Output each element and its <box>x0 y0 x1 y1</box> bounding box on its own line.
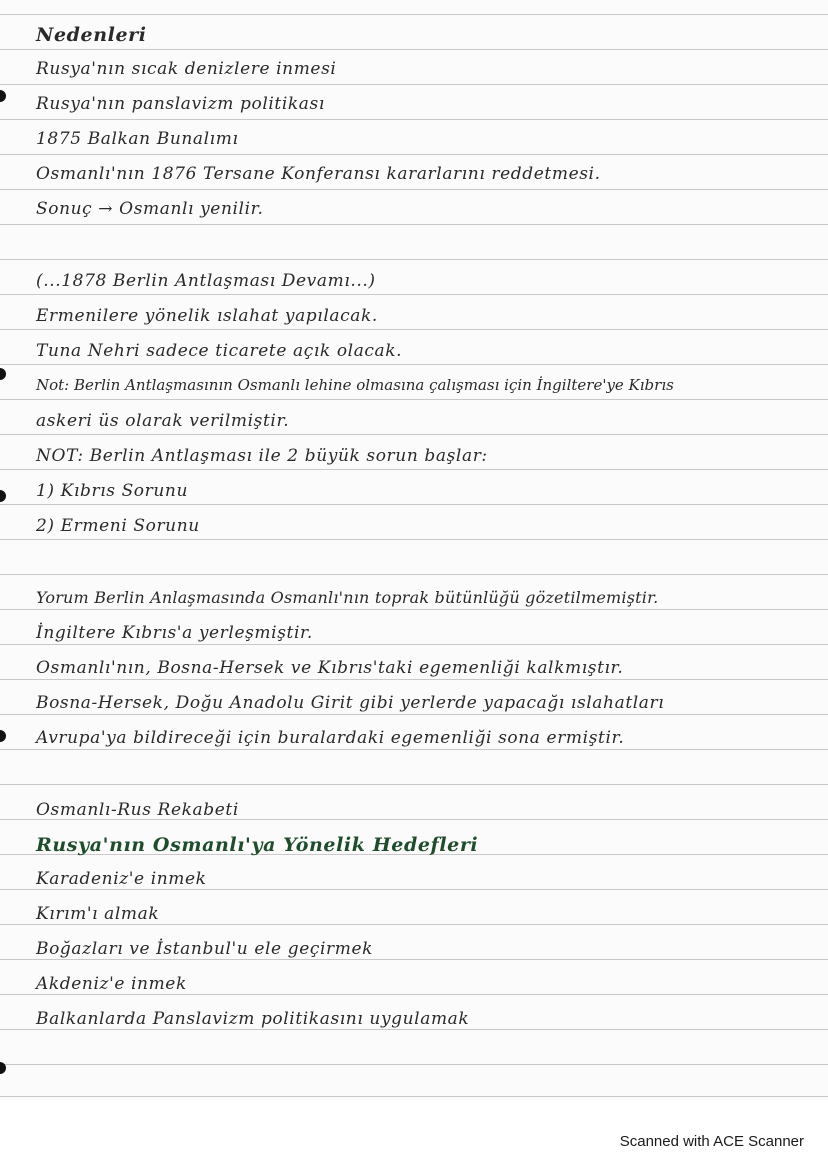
ruled-line <box>0 714 828 715</box>
handwritten-line: NOT: Berlin Antlaşması ile 2 büyük sorun başlar: <box>36 446 488 466</box>
ruled-line <box>0 679 828 680</box>
ruled-line <box>0 959 828 960</box>
ruled-line <box>0 224 828 225</box>
ruled-line <box>0 119 828 120</box>
ruled-line <box>0 364 828 365</box>
ruled-line <box>0 329 828 330</box>
ruled-line <box>0 154 828 155</box>
ruled-line <box>0 1096 828 1097</box>
ruled-line <box>0 49 828 50</box>
handwritten-line: Karadeniz'e inmek <box>36 869 207 889</box>
ruled-line <box>0 84 828 85</box>
handwritten-line: Tuna Nehri sadece ticarete açık olacak. <box>36 341 403 361</box>
handwritten-line: Yorum Berlin Anlaşmasında Osmanlı'nın toprak bütünlüğü gözetilmemiştir. <box>36 588 659 607</box>
handwritten-line: Sonuç → Osmanlı yenilir. <box>36 199 264 219</box>
handwritten-line: Boğazları ve İstanbul'u ele geçirmek <box>36 939 374 959</box>
ruled-line <box>0 539 828 540</box>
binder-hole <box>0 368 6 380</box>
ruled-line <box>0 189 828 190</box>
handwritten-line: Akdeniz'e inmek <box>36 974 187 994</box>
ruled-line <box>0 574 828 575</box>
ruled-line <box>0 294 828 295</box>
handwritten-line: Avrupa'ya bildireceği için buralardaki egemenliği sona ermiştir. <box>36 728 625 748</box>
ruled-line <box>0 434 828 435</box>
binder-hole <box>0 90 6 102</box>
ruled-line <box>0 259 828 260</box>
ruled-line <box>0 14 828 15</box>
handwritten-line: 1) Kıbrıs Sorunu <box>36 481 189 501</box>
handwritten-line: İngiltere Kıbrıs'a yerleşmiştir. <box>36 623 313 643</box>
ruled-line <box>0 784 828 785</box>
handwritten-line: askeri üs olarak verilmiştir. <box>36 411 290 431</box>
handwritten-line: Nedenleri <box>36 24 147 46</box>
ruled-line <box>0 1064 828 1065</box>
ruled-line <box>0 889 828 890</box>
ruled-line <box>0 644 828 645</box>
handwritten-line: Osmanlı'nın 1876 Tersane Konferansı kararlarını reddetmesi. <box>36 164 601 184</box>
handwritten-line: Rusya'nın panslavizm politikası <box>36 94 325 114</box>
ruled-line <box>0 504 828 505</box>
handwritten-line: Balkanlarda Panslavizm politikasını uygulamak <box>36 1009 470 1029</box>
handwritten-line: Bosna-Hersek, Doğu Anadolu Girit gibi yerlerde yapacağı ıslahatları <box>36 693 665 713</box>
handwritten-line: Not: Berlin Antlaşmasının Osmanlı lehine olmasına çalışması için İngiltere'ye Kıbrıs <box>36 376 674 394</box>
handwritten-line: 2) Ermeni Sorunu <box>36 516 200 536</box>
handwritten-line: 1875 Balkan Bunalımı <box>36 129 239 149</box>
handwritten-line: Rusya'nın Osmanlı'ya Yönelik Hedefleri <box>36 834 479 856</box>
ruled-line <box>0 994 828 995</box>
handwritten-line: Rusya'nın sıcak denizlere inmesi <box>36 59 337 79</box>
scanner-watermark: Scanned with ACE Scanner <box>619 1133 804 1150</box>
handwritten-line: Ermenilere yönelik ıslahat yapılacak. <box>36 306 378 326</box>
binder-hole <box>0 490 6 502</box>
ruled-line <box>0 1029 828 1030</box>
binder-hole <box>0 730 6 742</box>
ruled-line <box>0 749 828 750</box>
handwritten-line: Osmanlı'nın, Bosna-Hersek ve Kıbrıs'taki egemenliği kalkmıştır. <box>36 658 624 678</box>
handwritten-line: (...1878 Berlin Antlaşması Devamı...) <box>36 271 376 291</box>
handwritten-line: Osmanlı-Rus Rekabeti <box>36 800 239 820</box>
ruled-line <box>0 924 828 925</box>
ruled-line <box>0 609 828 610</box>
ruled-line <box>0 399 828 400</box>
handwritten-line: Kırım'ı almak <box>36 904 160 924</box>
ruled-line <box>0 469 828 470</box>
